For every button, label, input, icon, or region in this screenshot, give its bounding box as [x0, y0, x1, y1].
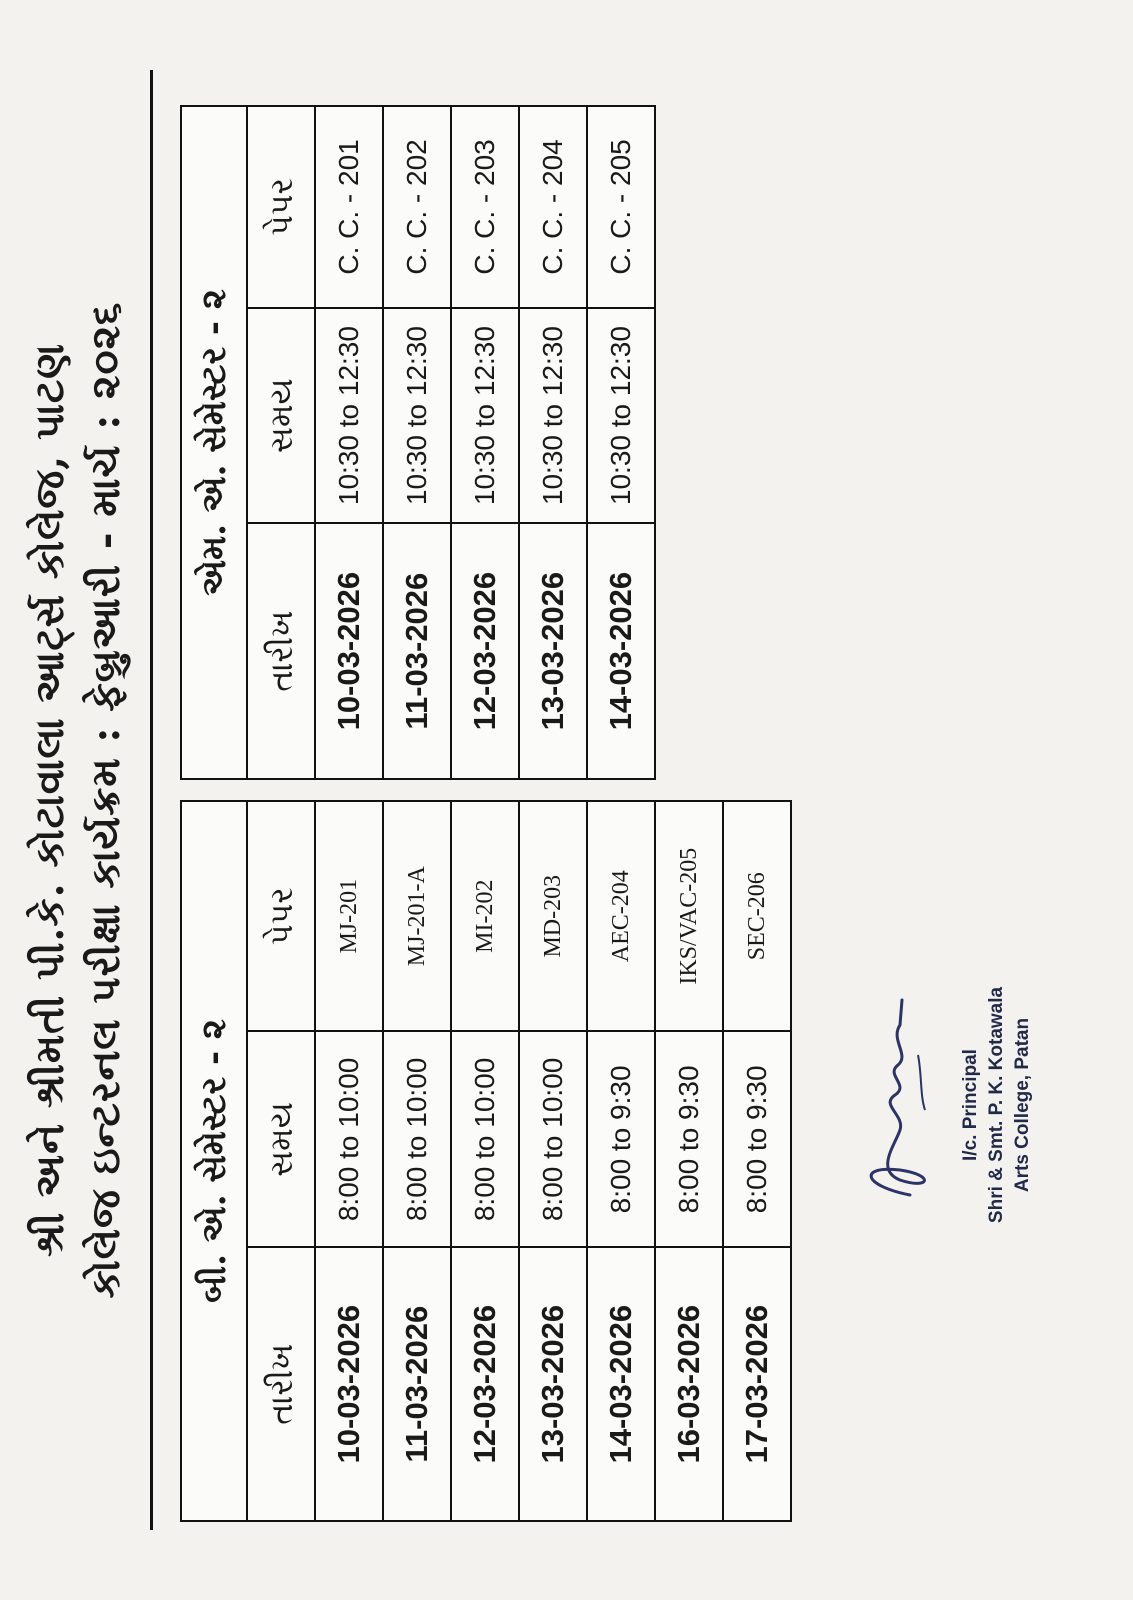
college-name-heading: શ્રી અને શ્રીમતી પી.કે. કોટાવાલા આર્ટ્સ કોલેજ, પાટણ	[26, 342, 73, 1258]
exam-paper: C. C. - 201	[315, 106, 383, 308]
exam-date: 14-03-2026	[587, 523, 655, 779]
exam-date: 16-03-2026	[655, 1247, 723, 1521]
exam-paper: C. C. - 205	[587, 106, 655, 308]
exam-paper: MJ-201-A	[383, 801, 451, 1031]
ba-semester-2-table	[180, 800, 792, 1522]
table-row	[519, 801, 587, 1521]
table-row	[383, 106, 451, 779]
ma-column-time: સમય	[247, 308, 315, 523]
principal-signature-block	[840, 985, 1100, 1225]
table-row	[315, 106, 383, 779]
ba-table-caption: બી. એ. સેમેસ્ટર - ૨	[181, 801, 247, 1521]
principal-title: I/c. Principal	[960, 1049, 981, 1161]
table-row	[723, 801, 791, 1521]
ba-column-paper: પેપર	[247, 801, 315, 1031]
exam-date: 13-03-2026	[519, 523, 587, 779]
exam-paper: MI-202	[451, 801, 519, 1031]
table-row	[451, 106, 519, 779]
ma-column-paper: પેપર	[247, 106, 315, 308]
exam-time: 8:00 to 9:30	[587, 1031, 655, 1247]
exam-time: 8:00 to 10:00	[383, 1031, 451, 1247]
table-row	[519, 106, 587, 779]
table-row	[315, 801, 383, 1521]
exam-paper: IKS/VAC-205	[655, 801, 723, 1031]
ma-table-caption: એમ. એ. સેમેસ્ટર - ૨	[181, 106, 247, 779]
exam-time: 8:00 to 10:00	[315, 1031, 383, 1247]
exam-date: 13-03-2026	[519, 1247, 587, 1521]
ma-semester-2-table	[180, 105, 656, 780]
handwritten-signature	[840, 985, 960, 1225]
exam-time: 10:30 to 12:30	[451, 308, 519, 523]
exam-time: 10:30 to 12:30	[587, 308, 655, 523]
exam-time: 8:00 to 10:00	[451, 1031, 519, 1247]
exam-paper: MD-203	[519, 801, 587, 1031]
exam-paper: SEC-206	[723, 801, 791, 1031]
table-row	[587, 106, 655, 779]
ba-column-date: તારીખ	[247, 1247, 315, 1521]
exam-schedule-heading: કોલેજ ઇન્ટરનલ પરીક્ષા કાર્યક્રમ : ફેબ્રુઆરી - માર્ચ : ૨૦૨૬	[82, 301, 129, 1299]
exam-date: 12-03-2026	[451, 523, 519, 779]
exam-time: 10:30 to 12:30	[315, 308, 383, 523]
college-name-line: Arts College, Patan	[1012, 1017, 1033, 1193]
exam-time: 8:00 to 10:00	[519, 1031, 587, 1247]
exam-paper: MJ-201	[315, 801, 383, 1031]
exam-paper: C. C. - 202	[383, 106, 451, 308]
exam-time: 8:00 to 9:30	[655, 1031, 723, 1247]
exam-date: 14-03-2026	[587, 1247, 655, 1521]
exam-date: 12-03-2026	[451, 1247, 519, 1521]
college-name-line: Shri & Smt. P. K. Kotawala	[986, 986, 1007, 1224]
exam-date: 10-03-2026	[315, 523, 383, 779]
exam-date: 10-03-2026	[315, 1247, 383, 1521]
exam-time: 10:30 to 12:30	[519, 308, 587, 523]
exam-time: 8:00 to 9:30	[723, 1031, 791, 1247]
table-row	[655, 801, 723, 1521]
exam-date: 17-03-2026	[723, 1247, 791, 1521]
exam-paper: AEC-204	[587, 801, 655, 1031]
ma-column-date: તારીખ	[247, 523, 315, 779]
ba-column-time: સમય	[247, 1031, 315, 1247]
exam-paper: C. C. - 203	[451, 106, 519, 308]
heading-underline	[150, 70, 153, 1530]
exam-paper: C. C. - 204	[519, 106, 587, 308]
exam-time: 10:30 to 12:30	[383, 308, 451, 523]
table-row	[383, 801, 451, 1521]
table-row	[451, 801, 519, 1521]
exam-date: 11-03-2026	[383, 523, 451, 779]
exam-date: 11-03-2026	[383, 1247, 451, 1521]
table-row	[587, 801, 655, 1521]
